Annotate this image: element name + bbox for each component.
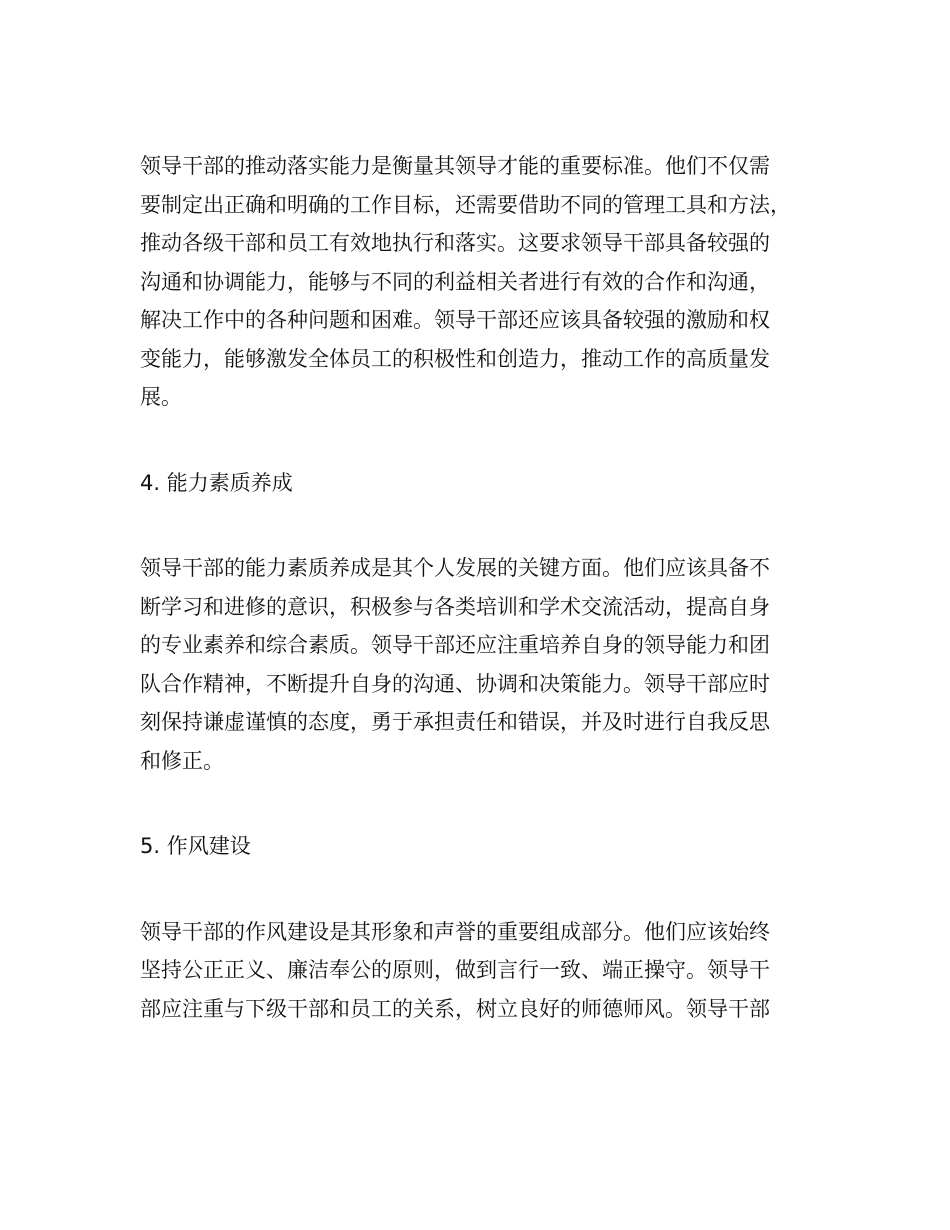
document-body	[140, 147, 840, 1028]
text-line: 推动各级干部和员工有效地执行和落实。这要求领导干部具备较强的	[140, 231, 770, 255]
text-line: 部应注重与下级干部和员工的关系，树立良好的师德师风。领导干部	[140, 996, 770, 1021]
text-line: 坚持公正正义、廉洁奉公的原则，做到言行一致、端正操守。领导干	[140, 958, 770, 982]
section-heading-5: 5. 作风建设	[140, 834, 251, 858]
section-heading-4: 4. 能力素质养成	[140, 470, 293, 495]
text-line: 领导干部的作风建设是其形象和声誉的重要组成部分。他们应该始终	[140, 919, 770, 944]
text-line: 和修正。	[140, 748, 224, 773]
text-line: 队合作精神，不断提升自身的沟通、协调和决策能力。领导干部应时	[140, 671, 770, 696]
text-line: 的专业素养和综合素质。领导干部还应注重培养自身的领导能力和团	[140, 633, 770, 657]
paragraph-work-style	[140, 913, 840, 1029]
text-line: 断学习和进修的意识，积极参与各类培训和学术交流活动，提高自身	[140, 594, 770, 619]
text-line: 展。	[140, 385, 182, 409]
text-line: 刻保持谦虚谨慎的态度，勇于承担责任和错误，并及时进行自我反思	[140, 710, 770, 734]
text-line: 解决工作中的各种问题和困难。领导干部还应该具备较强的激励和权	[140, 308, 770, 332]
text-line: 领导干部的推动落实能力是衡量其领导才能的重要标准。他们不仅需	[140, 154, 770, 178]
text-line: 变能力，能够激发全体员工的积极性和创造力，推动工作的高质量发	[140, 346, 770, 371]
paragraph-ability-quality	[140, 549, 840, 780]
text-line: 领导干部的能力素质养成是其个人发展的关键方面。他们应该具备不	[140, 556, 770, 580]
text-line: 要制定出正确和明确的工作目标，还需要借助不同的管理工具和方法，	[140, 192, 791, 217]
text-line: 沟通和协调能力，能够与不同的利益相关者进行有效的合作和沟通，	[140, 269, 770, 294]
paragraph-promotion-ability	[140, 147, 840, 417]
